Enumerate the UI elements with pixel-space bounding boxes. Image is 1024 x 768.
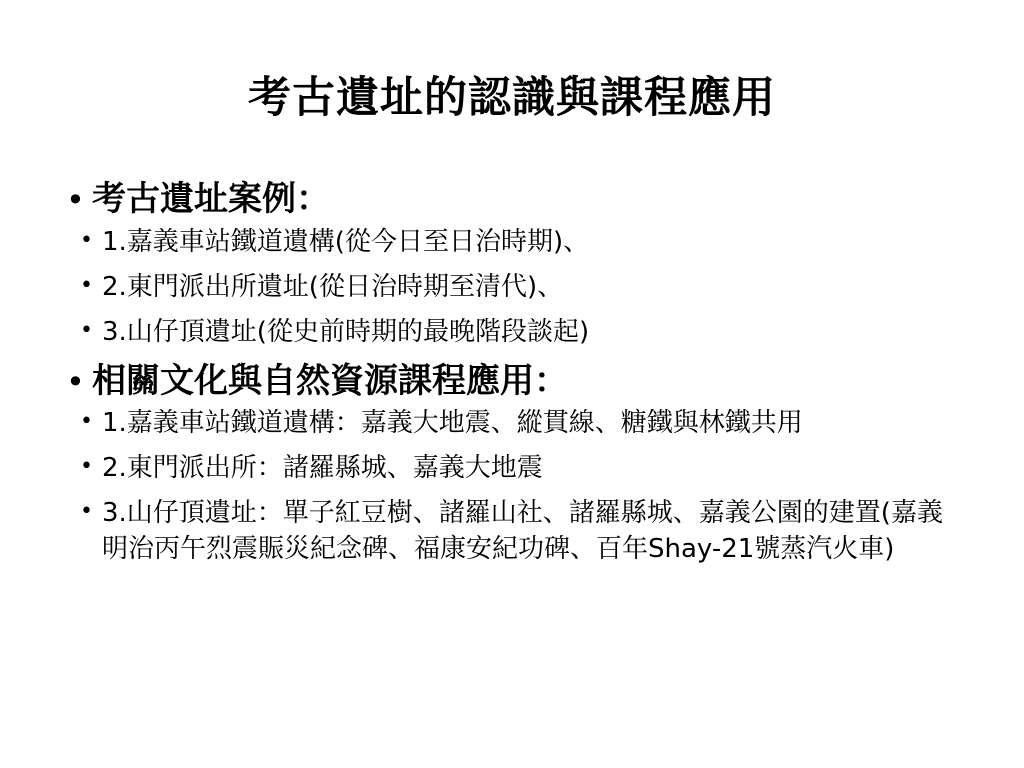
list-item-label: 考古遺址案例： bbox=[92, 179, 330, 219]
bullet-icon: • bbox=[80, 499, 93, 525]
list-item-label: 3.山仔頂遺址：單子紅豆樹、諸羅山社、諸羅縣城、嘉義公園的建置(嘉義明治丙午烈震賑災紀念碑、福康安紀功碑、百年Shay-21號蒸汽火車) bbox=[102, 498, 943, 564]
bullet-icon: • bbox=[80, 454, 93, 480]
list-item bbox=[66, 178, 966, 221]
list-item bbox=[66, 451, 966, 486]
page-title: 考古遺址的認識與課程應用 bbox=[248, 73, 776, 123]
list-item-label: 相關文化與自然資源課程應用： bbox=[92, 360, 568, 401]
list-item bbox=[66, 225, 966, 260]
bullet-icon: • bbox=[80, 272, 93, 298]
list-item-label: 1.嘉義車站鐵道遺構：嘉義大地震、縱貫線、糖鐵與林鐵共用 bbox=[102, 408, 803, 439]
list-item bbox=[66, 315, 966, 350]
bullet-icon: • bbox=[80, 317, 93, 343]
list-item-label: 2.東門派出所遺址(從日治時期至清代)、 bbox=[102, 271, 564, 302]
bullet-icon: • bbox=[66, 362, 85, 401]
bullet-icon: • bbox=[66, 181, 85, 219]
list-item bbox=[66, 270, 966, 305]
list-item bbox=[66, 496, 966, 566]
bullet-icon: • bbox=[80, 409, 93, 435]
list-item bbox=[66, 360, 966, 403]
bullet-icon: • bbox=[80, 227, 93, 253]
list-item-label: 1.嘉義車站鐵道遺構(從今日至日治時期)、 bbox=[102, 226, 590, 257]
list-item-label: 2.東門派出所：諸羅縣城、嘉義大地震 bbox=[102, 453, 543, 484]
list-item bbox=[66, 406, 966, 441]
slide-body bbox=[66, 178, 966, 577]
list-item-label: 3.山仔頂遺址(從史前時期的最晚階段談起) bbox=[102, 316, 590, 347]
